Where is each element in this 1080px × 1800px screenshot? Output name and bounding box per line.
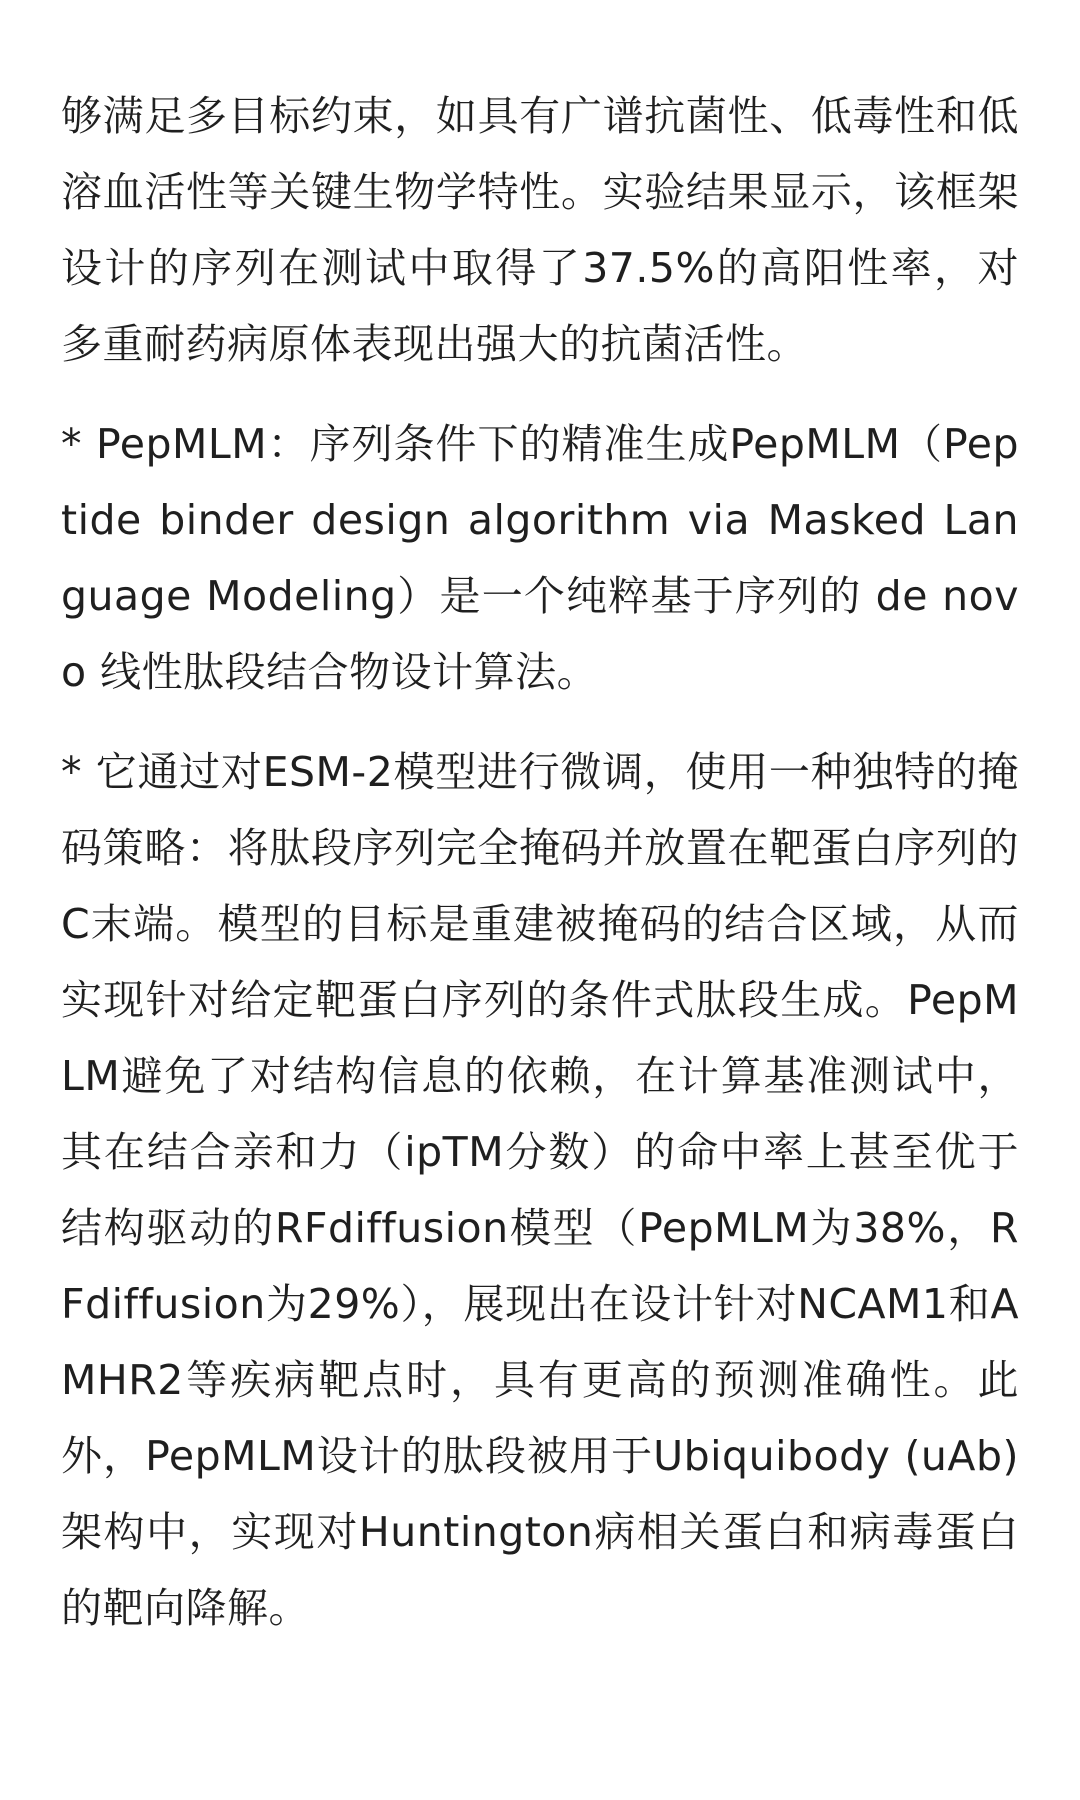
paragraph-antimicrobial-results: 够满足多目标约束，如具有广谱抗菌性、低毒性和低溶血活性等关键生物学特性。实验结果显示，该框架设计的序列在测试中取得了37.5%的高阳性率，对多重耐药病原体表现出强大的抗菌活性。 [61,92,1019,368]
paragraph-pepmlm-intro: * PepMLM：序列条件下的精准生成PepMLM（Peptide binder design algorithm via Masked Language Modeling）是一个纯粹基于序列的 de novo 线性肽段结合物设计算法。 [61,420,1019,696]
paragraph-pepmlm-method: * 它通过对ESM-2模型进行微调，使用一种独特的掩码策略：将肽段序列完全掩码并放置在靶蛋白序列的C末端。模型的目标是重建被掩码的结合区域，从而实现针对给定靶蛋白序列的条件式肽段生成。PepMLM避免了对结构信息的依赖，在计算基准测试中，其在结合亲和力（ipTM分数）的命中率上甚至优于结构驱动的RFdiffusion模型（PepMLM为38%，RFdiffusion为29%），展现出在设计针对NCAM1和AMHR2等疾病靶点时，具有更高的预测准确性。此外，PepMLM设计的肽段被用于Ubiquibody (uAb) 架构中，实现对Huntington病相关蛋白和病毒蛋白的靶向降解。 [61,748,1019,1632]
article-body [61,78,1019,1646]
